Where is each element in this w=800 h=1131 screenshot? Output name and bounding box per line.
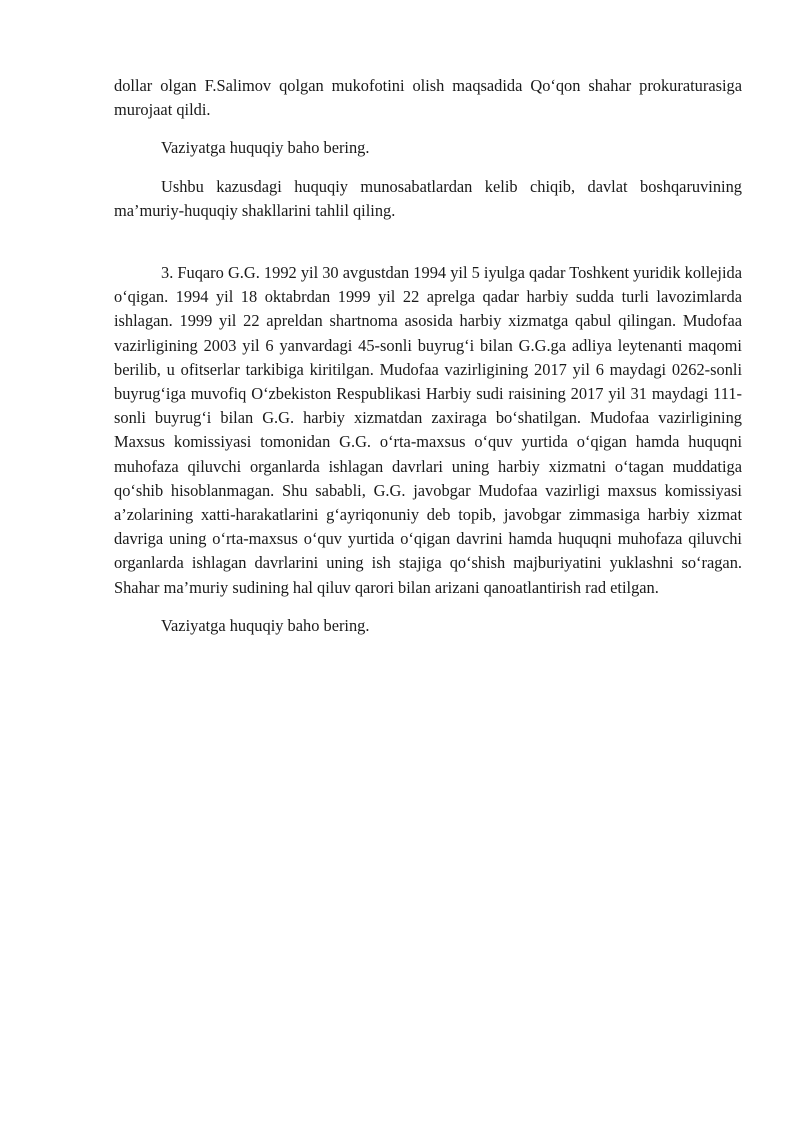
paragraph-case-3: 3. Fuqaro G.G. 1992 yil 30 avgustdan 1994 yil 5 iyulga qadar Toshkent yuridik kollejida o‘qigan. 1994 yil 18 oktabrdan 1999 yil 22 aprelga qadar harbiy sudda turli lavozimlarda ishlagan. 1999 yil 22 apreldan shartnoma asosida harbiy xizmatga qabul qilingan. Mudofaa vazirligining 2003 yil 6 yanvardagi 45-sonli buyrug‘i bilan G.G.ga adliya leytenanti maqomi berilib, u ofitserlar tarkibiga kiritilgan. Mudofaa vazirligining 2017 yil 6 maydagi 0262-sonli buyrug‘iga muvofiq O‘zbekiston Respublikasi Harbiy sudi raisining 2017 yil 31 maydagi 111-sonli buyrug‘i bilan G.G. harbiy xizmatdan zaxiraga bo‘shatilgan. Mudofaa vazirligining Maxsus komissiyasi tomonidan G.G. o‘rta-maxsus o‘quv yurtida o‘qigan hamda huquqni muhofaza qiluvchi organlarda ishlagan davrlari uning harbiy xizmatni o‘tagan muddatiga qo‘shib hisoblanmagan. Shu sababli, G.G. javobgar Mudofaa vazirligi maxsus komissiyasi a’zolarining xatti-harakatlarini g‘ayriqonuniy deb topib, javobgar zimmasiga harbiy xizmat davriga uning o‘rta-maxsus o‘quv yurtida o‘qigan davrini hamda huquqni muhofaza qiluvchi organlarda ishlagan davrlarini uning ish stajiga qo‘shish majburiyatini yuklashni so‘ragan. Shahar ma’muriy sudining hal qiluv qarori bilan arizani qanoatlantirish rad etilgan.	[114, 263, 742, 597]
paragraph-task-3: Vaziyatga huquqiy baho bering.	[161, 615, 370, 635]
paragraph-continuation: dollar olgan F.Salimov qolgan mukofotini olish maqsadida Qo‘qon shahar prokuraturasiga murojaat qildi.	[114, 76, 742, 120]
paragraph-task-2: Ushbu kazusdagi huquqiy munosabatlardan kelib chiqib, davlat boshqaruvining ma’muriy-huquqiy shakllarini tahlil qiling.	[114, 176, 742, 220]
document-body	[114, 74, 742, 652]
paragraph-task-1: Vaziyatga huquqiy baho bering.	[161, 138, 370, 158]
